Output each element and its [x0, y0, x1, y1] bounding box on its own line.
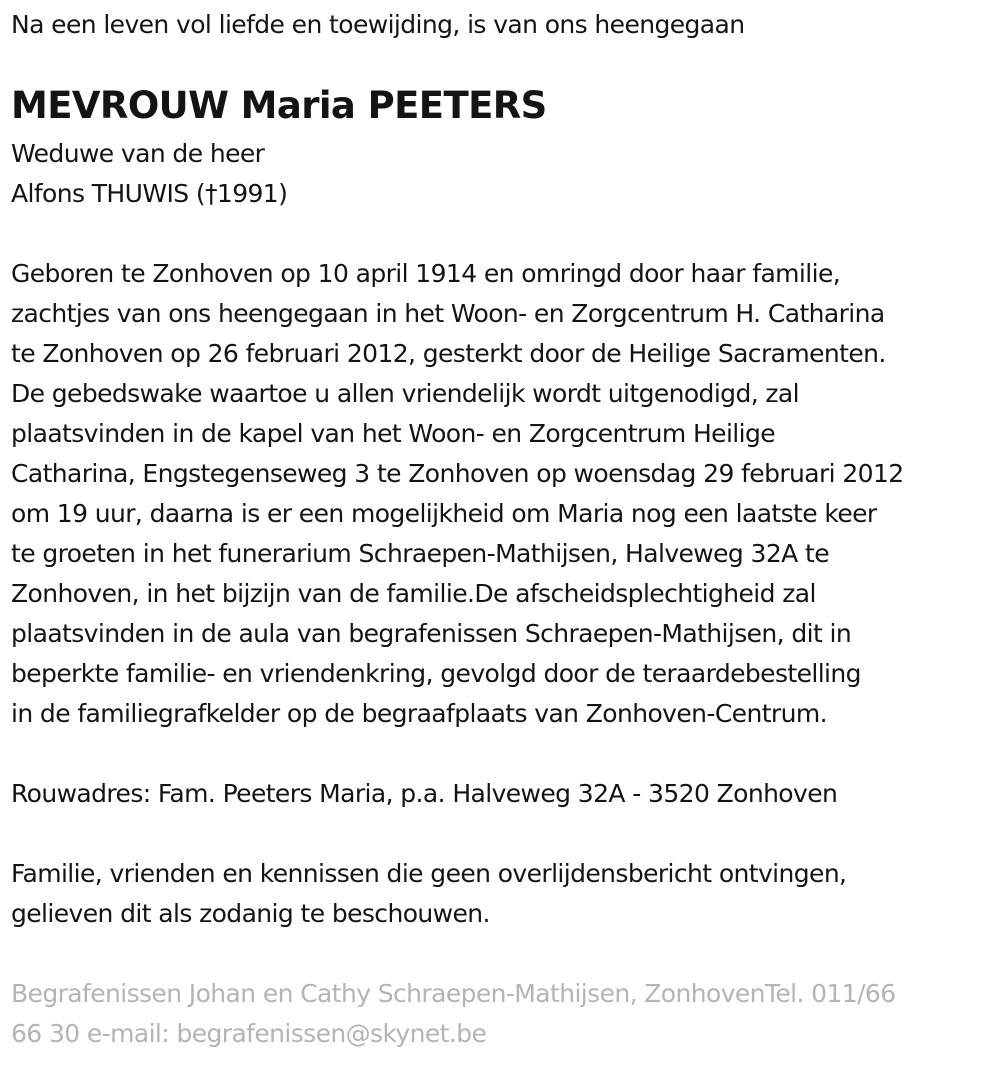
- body-line: te Zonhoven op 26 februari 2012, gesterkt door de Heilige Sacramenten.: [11, 339, 886, 368]
- body-line: te groeten in het funerarium Schraepen-Mathijsen, Halveweg 32A te: [11, 539, 829, 568]
- deceased-name: MEVROUW Maria PEETERS: [11, 84, 547, 127]
- notice-line: gelieven dit als zodanig te beschouwen.: [11, 899, 490, 928]
- footer-line: Begrafenissen Johan en Cathy Schraepen-Mathijsen, ZonhovenTel. 011/66: [11, 979, 896, 1008]
- body-line: Geboren te Zonhoven op 10 april 1914 en omringd door haar familie,: [11, 259, 841, 288]
- funeral-home-footer: [11, 974, 896, 1054]
- body-line: plaatsvinden in de kapel van het Woon- en Zorgcentrum Heilige: [11, 419, 776, 448]
- body-line: Catharina, Engstegenseweg 3 te Zonhoven op woensdag 29 februari 2012: [11, 459, 904, 488]
- mourning-address: [11, 774, 837, 814]
- body-line: zachtjes van ons heengegaan in het Woon- en Zorgcentrum H. Catharina: [11, 299, 885, 328]
- body-line: Zonhoven, in het bijzijn van de familie.De afscheidsplechtigheid zal: [11, 579, 816, 608]
- obituary-body: [11, 254, 904, 734]
- body-line: De gebedswake waartoe u allen vriendelijk wordt uitgenodigd, zal: [11, 379, 799, 408]
- spouse-line: Alfons THUWIS (†1991): [11, 179, 288, 208]
- widow-line: Weduwe van de heer: [11, 139, 265, 168]
- body-line: om 19 uur, daarna is er een mogelijkheid om Maria nog een laatste keer: [11, 499, 877, 528]
- body-line: in de familiegrafkelder op de begraafplaats van Zonhoven-Centrum.: [11, 699, 827, 728]
- footer-line: 66 30 e-mail: begrafenissen@skynet.be: [11, 1019, 487, 1048]
- notice-line: Familie, vrienden en kennissen die geen overlijdensbericht ontvingen,: [11, 859, 847, 888]
- body-line: beperkte familie- en vriendenkring, gevolgd door de teraardebestelling: [11, 659, 861, 688]
- address-line: Rouwadres: Fam. Peeters Maria, p.a. Halveweg 32A - 3520 Zonhoven: [11, 779, 838, 808]
- family-notice: [11, 854, 846, 934]
- widow-info: [11, 134, 287, 214]
- intro-text: Na een leven vol liefde en toewijding, is van ons heengegaan: [11, 10, 745, 39]
- body-line: plaatsvinden in de aula van begrafenissen Schraepen-Mathijsen, dit in: [11, 619, 852, 648]
